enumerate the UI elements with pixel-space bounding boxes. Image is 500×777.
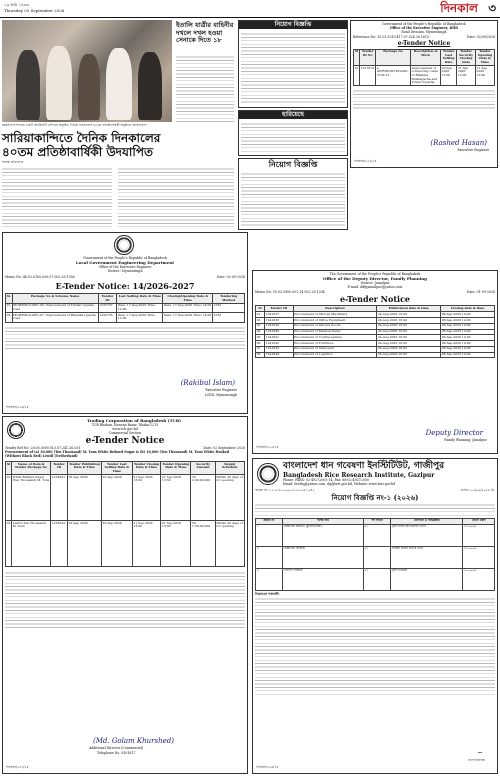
niyog-1-title: নিয়োগ বিজ্ঞপ্তি bbox=[239, 21, 347, 29]
fp-th: Sl bbox=[256, 306, 265, 312]
tcb-title: e-Tender Notice bbox=[85, 435, 165, 446]
tcb-signer-title: Additional Director (Commercial) bbox=[89, 746, 144, 751]
table-row: 08 1241844 Procurement of Logistics 24-Aug-2026 16:00 08-Sep-2026 14:00 bbox=[256, 352, 495, 358]
tcb-tender-notice bbox=[2, 416, 248, 774]
rhd-signature: (Rashed Hasan) bbox=[430, 139, 487, 147]
lged-cell: 1232705 bbox=[98, 313, 116, 322]
table-row: 06 1241842 Procurement of Furniture 24-Aug-2026 16:00 08-Sep-2026 14:00 bbox=[256, 341, 495, 347]
rhd-cell: 21 Sep 2026 12:00 bbox=[457, 66, 476, 86]
lged-dept: Local Government Engineering Department bbox=[75, 259, 175, 265]
tcb-ref: Tender Ref No: 26.05.0000.013.07.241.26.535 bbox=[5, 445, 81, 450]
rhd-table bbox=[353, 49, 495, 87]
lged-cell: MGH/PSD/LGED-06: Improvement of Trishal Upazila road bbox=[12, 303, 98, 312]
brri-phone: Phone: PABX: 02-49272005-14, Fax: 88-02-49272000 bbox=[283, 478, 369, 482]
table-row: 01 White Refined Sugar (Ten Thousand) M. Tons 1232641 03 Sep 2026 20 Sep 2026 21 Sep 2026 13:00 21 Sep 2026 13:30 Tk. 2,00,00,000 Within 30 days of LC opening bbox=[6, 475, 245, 521]
rhd-date: Date: 02/09/2026 bbox=[466, 34, 495, 39]
rhd-th: Description of Work bbox=[411, 49, 441, 66]
rhd-th: Tender Security Closing Date bbox=[457, 49, 476, 66]
rhd-title: e-Tender Notice bbox=[397, 39, 451, 47]
lged-signer-location: LGED, Mymensingh bbox=[204, 393, 237, 398]
tcb-table: Sl Name of Item & Tender Package No Tender ID Tender Publishing Date & Time Tender Last Selling Date & Time Tender Closing Date & Time Tender Opening Date & Time Security Amount Supply Schedule 01 White Refined Sugar (Ten Thousand) M. Tons 1232641 03 Sep 2026 20 Sep 2026 21 Sep 2026 13:00 21 Sep 2026 13:30 Tk. 2,00,00,000 Within 30 days of LC opening 02 Lentil (Ten Thousand) M. Tons 1232642 03 Sep 2026 20 Sep 2026 21 Sep 2026 13:00 21 Sep 2026 13:30 Tk. 1,50,00,000 Within 30 days of LC opening bbox=[5, 461, 245, 567]
fp-table bbox=[255, 305, 495, 358]
fp-th: Publication date & time bbox=[377, 306, 441, 312]
lged-footer-code: দিনকাল/২২৬/২৪ bbox=[6, 405, 29, 410]
brri-name-en: Bangladesh Rice Research Institute, Gazipur bbox=[283, 472, 435, 479]
side-headline: ইতালি যাত্রীর বাহিনীর দখলে দখল হওয়া সেনাকে দিতে ১৮ bbox=[176, 21, 234, 44]
table-row: ১. বৈজ্ঞানিক কর্মকর্তা (চুক্তিভিত্তিক) ০১ কৃষি বিষয়ে স্নাতকোত্তর ডিগ্রি ৩৫,০০০/- bbox=[256, 524, 495, 546]
fp-email: E-mail: ddfpjamalpur@yahoo.com bbox=[347, 284, 403, 289]
tcb-footer-code: দিনকাল/২২৭/২৪ bbox=[6, 765, 29, 770]
hariye-body bbox=[241, 121, 345, 153]
brri-recruitment-notice bbox=[252, 458, 498, 774]
fp-gov: The Government of the People's Republic of Bangladesh bbox=[329, 272, 421, 276]
table-row bbox=[6, 313, 245, 322]
article-body-col-2 bbox=[118, 166, 234, 228]
lged-th: Package No & Scheme Name bbox=[12, 294, 98, 303]
fp-th: Closing date & time bbox=[441, 306, 495, 312]
hariye-notice bbox=[238, 110, 348, 156]
date-bengali: ১৯ ভাদ্র ১৪৩৩ bbox=[4, 2, 29, 7]
lged-cell: LTM bbox=[213, 303, 245, 312]
rhd-th: Tender ID No bbox=[360, 49, 376, 66]
table-row: 01 1241837 Procurement of Various Machinery 24-Aug-2026 16:00 08-Sep-2026 14:00 bbox=[256, 312, 495, 318]
table-row bbox=[6, 303, 245, 312]
brri-intro-text bbox=[255, 502, 495, 516]
brri-table: ক্রমিক নং পদের নাম পদ সংখ্যা যোগ্যতা ও অভিজ্ঞতা বেতন স্কেল ১. বৈজ্ঞানিক কর্মকর্তা (চুক্তিভিত্তিক) ০১ কৃষি বিষয়ে স্নাতকোত্তর ডিগ্রি ৩৫,০০০/- ২. বৈজ্ঞানিক সহকারী ০১ সংশ্লিষ্ট বিষয়ে স্নাতক ডিগ্রি ২৫,০০০/- ৩. গবেষণা সহকারী ০২ কৃষি ডিপ্লোমা ২০,০০০/- bbox=[255, 518, 495, 591]
lged-signer-title: Executive Engineer bbox=[205, 388, 237, 393]
fp-district: District: Jamalpur bbox=[360, 280, 390, 285]
fp-date: Date: 01-09-2026 bbox=[466, 289, 495, 294]
brri-memo-date: তারিখ: ০২/০৯/২০২৬ খ্রি. bbox=[460, 487, 495, 492]
table-row: 02 1241838 Procurement of Office Equipment 24-Aug-2026 16:00 08-Sep-2026 14:00 bbox=[256, 317, 495, 323]
table-row: ২. বৈজ্ঞানিক সহকারী ০১ সংশ্লিষ্ট বিষয়ে স্নাতক ডিগ্রি ২৫,০০০/- bbox=[256, 546, 495, 568]
lged-cell: 1232707 bbox=[98, 303, 116, 312]
rhd-footer-code: দিনকাল/২২৩/২৪ bbox=[354, 159, 377, 164]
newspaper-logo: দিনকাল bbox=[440, 1, 478, 15]
rhd-division: Road Division, Mymensingh bbox=[401, 29, 447, 34]
tcb-signature: (Md. Golam Khurshed) bbox=[93, 737, 174, 745]
lged-table bbox=[5, 293, 245, 322]
niyog-2-title: নিয়োগ বিজ্ঞপ্তি bbox=[268, 159, 318, 169]
rhd-body-text bbox=[353, 88, 495, 110]
niyog-2-body bbox=[241, 171, 345, 227]
lged-cell: 01 bbox=[6, 303, 13, 312]
lged-cell: Date: 17-Sep-2026 Time: 14:00 bbox=[163, 303, 213, 312]
fp-th: Description bbox=[293, 306, 377, 312]
table-row: ৩. গবেষণা সহকারী ০২ কৃষি ডিপ্লোমা ২০,০০০/- bbox=[256, 568, 495, 590]
fp-ref: Memo No: 59.03.3900.001.14.002.26-1204 bbox=[255, 289, 325, 294]
brri-name-bn: বাংলাদেশ ধান গবেষণা ইনস্টিটিউট, গাজীপুর bbox=[283, 461, 445, 471]
fp-footer-code: দিনকাল/২২৫/২৪ bbox=[256, 445, 279, 450]
masthead bbox=[0, 0, 500, 18]
fp-office: Office of the Deputy Director, Family Planning bbox=[323, 275, 427, 281]
brri-email: Email: brrihq@yahoo.com, dg@brri.gov.bd, Website: www.brri.gov.bd bbox=[283, 481, 396, 486]
lged-cell: 02 bbox=[6, 313, 13, 322]
rhd-cell: e-GP/RHD/MYM/2026-27/W-10 bbox=[376, 66, 411, 86]
rhd-gov: Government of the People's Republic of Bangladesh bbox=[382, 22, 466, 26]
niyog-notice-1 bbox=[238, 20, 348, 108]
reporter-byline: নিজস্ব প্রতিবেদক bbox=[2, 160, 24, 164]
tcb-date: Date: 02 September 2026 bbox=[203, 445, 245, 450]
lged-th: Closing/Opening Date & Time bbox=[163, 294, 213, 303]
lged-district: District: Mymensingh bbox=[107, 268, 143, 273]
rhd-office: Office of the Executive Engineer, RHD bbox=[389, 25, 459, 30]
lged-office: Office of the Executive Engineer bbox=[98, 264, 152, 269]
page-number: ৩ bbox=[488, 1, 496, 15]
lged-th: Sl. bbox=[6, 294, 13, 303]
tcb-website: www.tcb.gov.bd bbox=[112, 426, 138, 431]
bangladesh-emblem-icon bbox=[114, 235, 134, 255]
lged-cell: Date: 17-Sep-2026 Time: 12:00 bbox=[117, 303, 163, 312]
tcb-phone: Telephone No. 8101617 bbox=[97, 751, 136, 756]
brri-logo-icon bbox=[257, 463, 279, 485]
lged-gov: Government of the People's Republic of Bangladesh bbox=[83, 256, 167, 260]
rhd-ref: Reference No: 35.01.3019.417.07.024.26.1615 bbox=[353, 34, 430, 39]
anniversary-article bbox=[2, 20, 234, 230]
headline-line-1: সারিয়াকান্দিতে দৈনিক দিনকালের bbox=[2, 131, 161, 145]
lged-body-text bbox=[5, 325, 245, 349]
lged-signature: (Rakibul Islam) bbox=[180, 379, 235, 387]
rhd-tender-notice bbox=[350, 20, 498, 168]
hariye-title: হারিয়েছে bbox=[239, 111, 347, 119]
lged-cell: Date: 17-Sep-2026 Time: 14:00 bbox=[163, 313, 213, 322]
fp-tender-notice bbox=[252, 270, 498, 454]
lged-title: E-Tender Notice: 14/2026-2027 bbox=[55, 281, 195, 292]
brri-conditions-head: নিয়োগের শর্তাবলী: bbox=[255, 591, 280, 596]
lged-cell: MGH/PSD/LGED-07: Improvement of Bhaluka Upazila road bbox=[12, 313, 98, 322]
rhd-signer-title: Executive Engineer bbox=[457, 148, 489, 153]
brri-conditions-text bbox=[255, 596, 495, 696]
fp-title: e-Tender Notice bbox=[339, 294, 411, 305]
table-row: 04 1241840 Procurement of Medical Items 24-Aug-2026 16:00 08-Sep-2026 14:00 bbox=[256, 329, 495, 335]
event-photo bbox=[2, 20, 172, 122]
tcb-logo-icon bbox=[7, 421, 25, 439]
niyog-notice-2 bbox=[238, 158, 348, 230]
article-body-col-1 bbox=[2, 166, 112, 228]
headline-line-2: ৪০তম প্রতিষ্ঠাবার্ষিকী উদযাপিত bbox=[2, 145, 153, 159]
table-row bbox=[354, 66, 495, 86]
fp-signer-title: Family Planning, Jamalpur bbox=[444, 438, 487, 443]
tcb-section: Commercial Section bbox=[108, 430, 142, 435]
brri-signer-title: মহাপরিচালক bbox=[468, 758, 485, 763]
lged-th: Tendering Method bbox=[213, 294, 245, 303]
rhd-cell: 20 Sep 2026 12:00 bbox=[441, 66, 457, 86]
rhd-cell: 21 Sep 2026 12:00 bbox=[475, 66, 494, 86]
tcb-procurement: Procurement of (a) 30,000 (Ten Thousand) M. Tons White Refined Sugar & (b) 10,000 (Ten Thousand) M. Tons White Husked (Without Black Red) Lentil (Netherland) bbox=[5, 450, 230, 459]
rhd-cell: 1227874 bbox=[360, 66, 376, 86]
rhd-th: Tender Last Selling Date bbox=[441, 49, 457, 66]
tcb-address: TCB Bhaban, Kawran Bazar, Dhaka-1215 bbox=[91, 422, 159, 427]
tcb-name: Trading Corporation of Bangladesh (TCB) bbox=[86, 418, 182, 423]
rhd-cell: Improvement of connecting roads of Bhaluka, Muktagacha and Fulpur Upazila bbox=[411, 66, 441, 86]
table-row: 02 Lentil (Ten Thousand) M. Tons 1232642 03 Sep 2026 20 Sep 2026 21 Sep 2026 13:00 21 Sep 2026 13:30 Tk. 1,50,00,000 Within 30 days of LC opening bbox=[6, 521, 245, 567]
fp-signature: Deputy Director bbox=[425, 429, 483, 437]
lged-cell: LTM bbox=[213, 313, 245, 322]
tcb-body-text bbox=[5, 570, 245, 630]
lged-th: Last Selling Date & Time bbox=[117, 294, 163, 303]
niyog-1-body bbox=[241, 31, 345, 105]
table-row: 05 1241841 Procurement of Contraceptives 24-Aug-2026 16:00 08-Sep-2026 14:00 bbox=[256, 335, 495, 341]
rhd-th: Sl bbox=[354, 49, 360, 66]
brri-signature: ~ bbox=[477, 749, 483, 757]
rhd-cell: 01 bbox=[354, 66, 360, 86]
fp-th: Tender ID bbox=[265, 306, 293, 312]
date-english: Thursday 03 September 2026 bbox=[4, 8, 65, 13]
photo-caption: ময়মনসিংহ শহরের একটি কমিউনিটি সেন্টারে অনুষ্ঠিত দৈনিক দিনকালের ৪০তম প্রতিষ্ঠাবার্ষিকী অনুষ্ঠানে অতিথিবৃন্দ। bbox=[2, 123, 147, 127]
lged-memo-date: Date: 02-09-2026 bbox=[216, 274, 245, 279]
brri-title: নিয়োগ বিজ্ঞপ্তি নং-১ (২০২৬) bbox=[331, 492, 419, 502]
table-row: 03 1241839 Procurement of Various Goods 24-Aug-2026 16:00 08-Sep-2026 14:00 bbox=[256, 323, 495, 329]
lged-th: Tender ID bbox=[98, 294, 116, 303]
rhd-th: Package No bbox=[376, 49, 411, 66]
brri-footer-code: দিনকাল/২২৪/২৪ bbox=[256, 765, 279, 770]
side-article-body bbox=[176, 54, 234, 124]
lged-tender-notice bbox=[2, 232, 248, 414]
lged-memo: Memo No: 46.02.6100.000.07.002.26-1056 bbox=[5, 274, 75, 279]
lged-cell: Date: 17-Sep-2026 Time: 12:00 bbox=[117, 313, 163, 322]
rhd-th: Tender Opening Date & Time bbox=[475, 49, 494, 66]
brri-memo: স্মারক নং: ১২.২৩২৩.০০০.০৭.০২.২৬-১০৪৫ bbox=[255, 487, 315, 492]
table-row: 07 1241843 Procurement of Stationery 24-Aug-2026 16:00 08-Sep-2026 14:00 bbox=[256, 346, 495, 352]
